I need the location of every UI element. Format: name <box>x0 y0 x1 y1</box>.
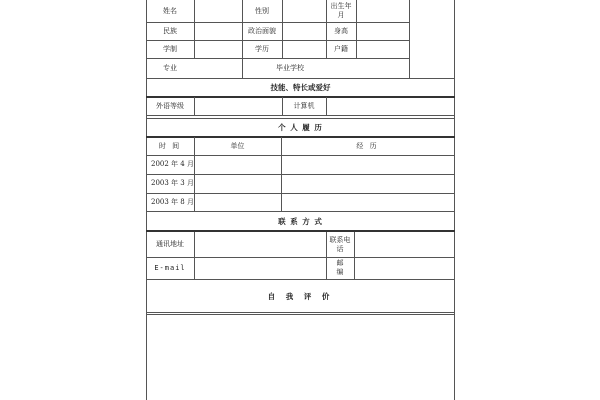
computer-label: 计算机 <box>293 102 315 110</box>
time-header: 时 间 <box>158 142 182 150</box>
name-label: 姓名 <box>163 7 177 15</box>
right-border <box>454 0 455 400</box>
height-label: 身高 <box>334 27 348 35</box>
resume-row-unit[interactable] <box>195 194 281 211</box>
language-value[interactable] <box>195 97 282 115</box>
hukou-value[interactable] <box>357 41 409 58</box>
height-value[interactable] <box>357 23 409 40</box>
resume-row-unit[interactable] <box>195 175 281 193</box>
gender-value[interactable] <box>283 1 326 22</box>
resume-row-date: 2003 年 3 月 <box>151 179 194 187</box>
resume-row-date: 2002 年 4 月 <box>151 160 194 168</box>
resume-row-date: 2003 年 8 月 <box>151 198 194 206</box>
hukou-label: 户籍 <box>334 45 348 53</box>
ethnicity-value[interactable] <box>195 23 241 40</box>
language-label: 外语等级 <box>156 102 184 110</box>
school-label: 毕业学校 <box>276 64 304 72</box>
ethnicity-label: 民族 <box>163 27 177 35</box>
gender-label: 性别 <box>255 7 269 15</box>
resume-row-experience[interactable] <box>282 194 454 211</box>
resume-row-unit[interactable] <box>195 156 281 174</box>
phone-label-line1: 联系电 <box>329 236 351 244</box>
experience-header: 经 历 <box>356 142 379 150</box>
major-value[interactable] <box>195 59 241 78</box>
major-label: 专业 <box>163 64 177 72</box>
resume-form <box>146 0 455 400</box>
birth-label-line2: 月 <box>337 11 345 19</box>
education-value[interactable] <box>283 41 326 58</box>
phone-value[interactable] <box>355 232 454 257</box>
zip-label-line2: 编 <box>336 268 344 276</box>
birth-label-line1: 出生年 <box>330 2 352 10</box>
political-value[interactable] <box>283 23 326 40</box>
self-eval-title: 自 我 评 价 <box>267 292 334 301</box>
zip-label-line1: 邮 <box>336 259 344 267</box>
contact-title: 联 系 方 式 <box>278 217 323 226</box>
skills-title: 技能、特长或爱好 <box>270 83 331 92</box>
education-label: 学历 <box>255 45 269 53</box>
name-value[interactable] <box>195 1 241 22</box>
phone-label-line2: 话 <box>336 245 344 253</box>
email-label: E-mail <box>154 264 186 272</box>
resume-row-experience[interactable] <box>282 156 454 174</box>
program-value[interactable] <box>195 41 241 58</box>
unit-header: 单位 <box>230 142 245 150</box>
address-label: 通讯地址 <box>156 240 184 248</box>
resume-row-experience[interactable] <box>282 175 454 193</box>
program-label: 学制 <box>163 45 177 53</box>
political-label: 政治面貌 <box>248 27 276 35</box>
zip-value[interactable] <box>355 258 454 279</box>
birth-value[interactable] <box>357 1 409 22</box>
computer-value[interactable] <box>327 97 454 115</box>
resume-title: 个 人 履 历 <box>278 123 323 132</box>
self-eval-content[interactable] <box>147 316 454 400</box>
school-value[interactable] <box>338 59 408 78</box>
photo-box <box>410 0 454 78</box>
email-value[interactable] <box>195 258 326 279</box>
address-value[interactable] <box>195 232 326 257</box>
